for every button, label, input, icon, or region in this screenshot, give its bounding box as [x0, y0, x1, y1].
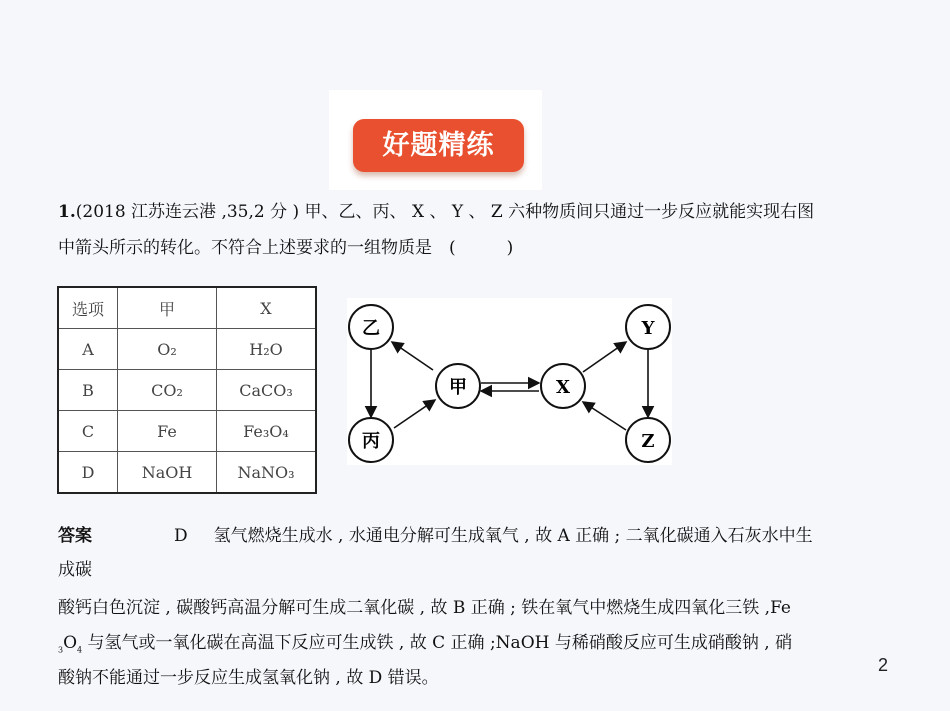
- formula-sub-3: 3: [58, 645, 64, 655]
- cell-jia: CO₂: [118, 370, 217, 411]
- node-z: [626, 418, 670, 462]
- node-y-label: Y: [641, 318, 655, 339]
- header-jia: 甲: [118, 287, 217, 329]
- arrow-jia-to-yi: [392, 342, 433, 370]
- section-badge: 好题精练: [353, 119, 524, 172]
- answer-label: 答案: [58, 526, 92, 546]
- diagram-svg: [347, 298, 672, 465]
- options-table: [57, 286, 317, 494]
- cell-x: CaCO₃: [217, 370, 317, 411]
- page-number: 2: [878, 655, 889, 675]
- cell-option: B: [58, 370, 118, 411]
- node-bing-label: 丙: [362, 431, 380, 452]
- cell-jia: O₂: [118, 329, 217, 370]
- node-y: [626, 305, 670, 349]
- answer-line-2: 成碳: [58, 560, 92, 580]
- cell-option: A: [58, 329, 118, 370]
- answer-choice: D: [174, 526, 188, 546]
- header-x: X: [217, 287, 317, 329]
- node-jia: [436, 364, 480, 408]
- cell-x: H₂O: [217, 329, 317, 370]
- table-row: [58, 411, 316, 452]
- arrow-x-to-y: [583, 342, 626, 372]
- answer-text-1: 氢气燃烧生成水 , 水通电分解可生成氧气 , 故 A 正确 ; 二氧化碳通入石灰水中生: [213, 526, 813, 546]
- node-yi-label: 乙: [362, 318, 380, 339]
- question-line-2: 中箭头所示的转化。不符合上述要求的一组物质是 ( ): [58, 238, 514, 258]
- cell-x: Fe₃O₄: [217, 411, 317, 452]
- arrow-bing-to-jia: [394, 400, 435, 428]
- formula-o: O: [63, 633, 78, 653]
- cell-jia: Fe: [118, 411, 217, 452]
- cell-option: D: [58, 452, 118, 494]
- formula-sub-4: 4: [77, 645, 83, 655]
- node-yi: [349, 305, 393, 349]
- node-x: [541, 364, 585, 408]
- table-row: [58, 370, 316, 411]
- cell-jia: NaOH: [118, 452, 217, 494]
- table-row: [58, 329, 316, 370]
- table-row: [58, 452, 316, 494]
- answer-text-4: 与氢气或一氧化碳在高温下反应可生成铁 , 故 C 正确 ;NaOH 与稀硝酸反应可生成硝酸钠 , 硝: [82, 633, 793, 653]
- question-text-1: (2018 江苏连云港 ,35,2 分 ) 甲、乙、丙、 X 、 Y 、 Z 六种物质间只通过一步反应就能实现右图: [75, 202, 815, 222]
- header-option: 选项: [58, 287, 118, 329]
- table-header-row: [58, 287, 316, 329]
- conversion-diagram: [347, 298, 672, 465]
- node-bing: [349, 418, 393, 462]
- question-line-1: [58, 200, 814, 224]
- arrow-z-to-x: [583, 402, 626, 430]
- cell-x: NaNO₃: [217, 452, 317, 494]
- node-x-label: X: [556, 377, 570, 398]
- answer-line-1: [58, 524, 813, 548]
- answer-line-5: 酸钠不能通过一步反应生成氢氧化钠 , 故 D 错误。: [58, 668, 439, 688]
- question-number: 1.: [58, 202, 76, 222]
- cell-option: C: [58, 411, 118, 452]
- answer-line-4: [58, 631, 792, 662]
- answer-line-3: 酸钙白色沉淀 , 碳酸钙高温分解可生成二氧化碳 , 故 B 正确 ; 铁在氧气中燃烧生成四氧化三铁 ,Fe: [58, 598, 791, 618]
- node-z-label: Z: [641, 431, 655, 452]
- node-jia-label: 甲: [449, 377, 467, 398]
